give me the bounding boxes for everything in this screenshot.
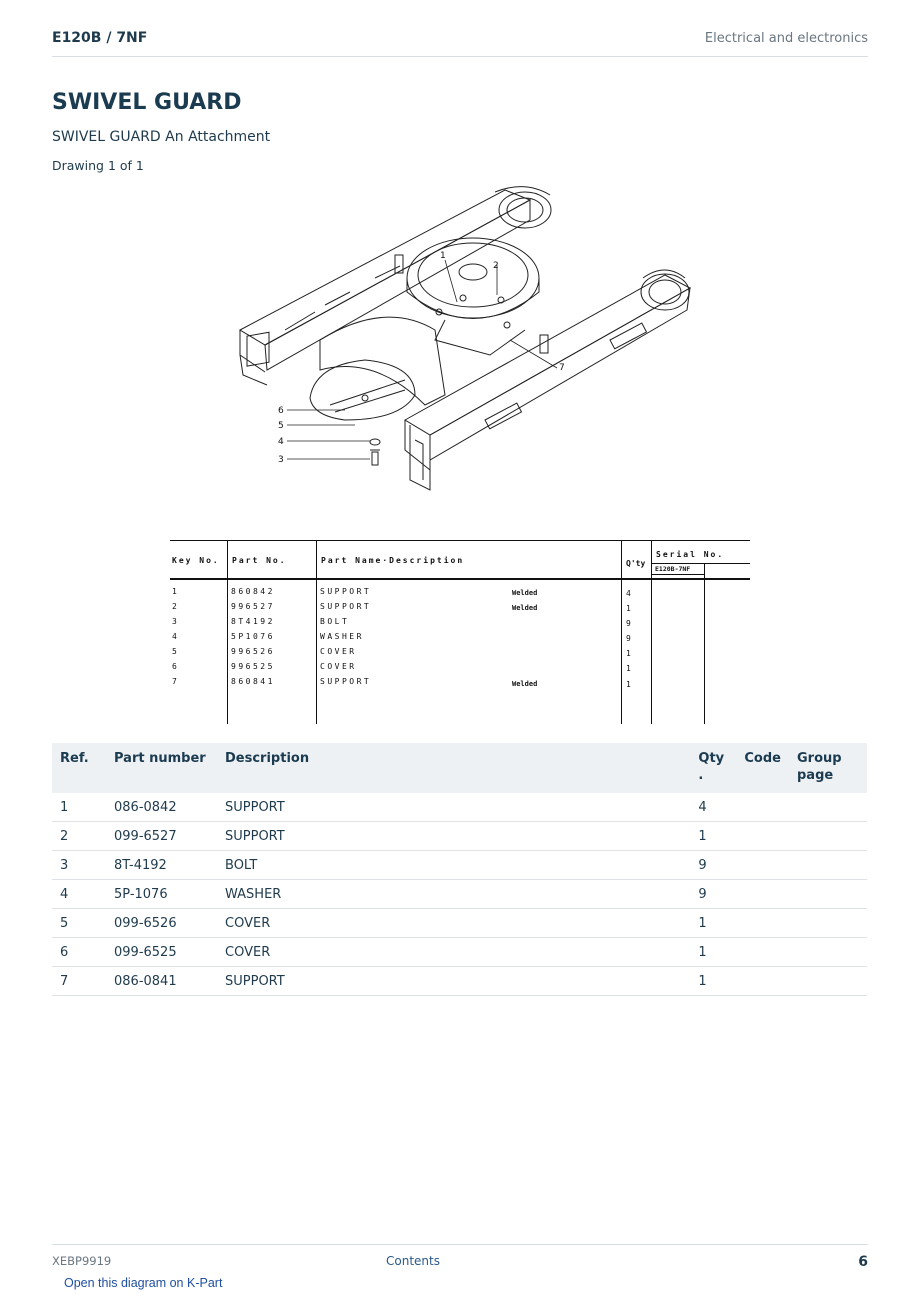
cell-group-page — [789, 793, 867, 822]
table-row — [52, 822, 867, 851]
scan-note: Welded — [512, 604, 538, 612]
scan-part: 860842 — [231, 587, 275, 596]
cell-part-number: 099-6527 — [106, 822, 217, 851]
scan-note: Welded — [512, 589, 538, 597]
cell-qty: 1 — [690, 909, 736, 938]
table-row — [52, 938, 867, 967]
frame-right-member — [405, 270, 690, 490]
cell-qty: 1 — [690, 967, 736, 996]
scan-key: 4 — [172, 632, 180, 641]
cell-part-number: 099-6525 — [106, 938, 217, 967]
cell-code — [736, 938, 789, 967]
table-row — [52, 880, 867, 909]
table-row — [52, 967, 867, 996]
washer-and-bolt — [370, 439, 380, 465]
scan-part: 8T4192 — [231, 617, 275, 626]
callout-5: 5 — [278, 421, 284, 431]
scan-part: 996526 — [231, 647, 275, 656]
cell-ref: 5 — [52, 909, 106, 938]
callout-4: 4 — [278, 437, 284, 447]
scan-qty: 1 — [626, 649, 634, 658]
cell-group-page — [789, 880, 867, 909]
scan-name: WASHER — [320, 632, 364, 641]
scan-header-key: Key No. — [172, 556, 220, 565]
contents-link[interactable]: Contents — [386, 1254, 440, 1268]
page-title: SWIVEL GUARD — [52, 90, 242, 115]
col-qty-label: Qty — [698, 751, 725, 766]
cell-part-number: 086-0841 — [106, 967, 217, 996]
scan-key: 6 — [172, 662, 180, 671]
cell-part-number: 099-6526 — [106, 909, 217, 938]
col-description: Description — [217, 743, 690, 793]
cell-code — [736, 822, 789, 851]
col-group-label: Group — [797, 751, 842, 766]
document-id: XEBP9919 — [52, 1254, 112, 1268]
leader-lines — [287, 260, 557, 459]
cell-group-page — [789, 851, 867, 880]
scan-header-desc: Part Name·Description — [321, 556, 465, 565]
cell-qty: 1 — [690, 822, 736, 851]
table-row — [52, 793, 867, 822]
page-subtitle: SWIVEL GUARD An Attachment — [52, 129, 271, 145]
cell-description: SUPPORT — [217, 967, 690, 996]
callout-3: 3 — [278, 455, 284, 465]
cell-ref: 3 — [52, 851, 106, 880]
cell-code — [736, 793, 789, 822]
scan-qty: 9 — [626, 619, 634, 628]
cell-ref: 6 — [52, 938, 106, 967]
scan-header-part: Part No. — [232, 556, 287, 565]
scan-note: Welded — [512, 680, 538, 688]
scan-name: SUPPORT — [320, 677, 372, 686]
swivel-guard-diagram — [225, 180, 705, 500]
cell-code — [736, 909, 789, 938]
cell-qty: 9 — [690, 851, 736, 880]
cell-group-page — [789, 909, 867, 938]
belly-plate — [320, 317, 445, 405]
scan-key: 5 — [172, 647, 180, 656]
scan-part: 860841 — [231, 677, 275, 686]
col-part-number: Part number — [106, 743, 217, 793]
scan-part: 996525 — [231, 662, 275, 671]
parts-table — [52, 743, 867, 996]
table-row — [52, 909, 867, 938]
scan-name: COVER — [320, 662, 357, 671]
scan-header-qty: Q'ty — [626, 559, 646, 568]
callout-6: 6 — [278, 406, 284, 416]
cell-qty: 4 — [690, 793, 736, 822]
model-label: E120B / 7NF — [52, 30, 148, 46]
col-ref: Ref. — [52, 743, 106, 793]
scan-key: 3 — [172, 617, 180, 626]
frame-left-member — [240, 187, 551, 385]
col-qty — [690, 743, 736, 793]
cell-part-number: 8T-4192 — [106, 851, 217, 880]
cell-group-page — [789, 938, 867, 967]
scan-qty: 1 — [626, 604, 634, 613]
callout-1: 1 — [440, 251, 446, 261]
cell-ref: 1 — [52, 793, 106, 822]
cell-group-page — [789, 967, 867, 996]
scan-header-serial-sub: E120B-7NF — [655, 565, 691, 573]
scan-name: SUPPORT — [320, 602, 372, 611]
cell-group-page — [789, 822, 867, 851]
scan-key: 1 — [172, 587, 180, 596]
scan-part: 5P1076 — [231, 632, 275, 641]
cell-ref: 2 — [52, 822, 106, 851]
scan-qty: 4 — [626, 589, 634, 598]
open-kpart-link[interactable]: Open this diagram on K-Part — [64, 1276, 223, 1290]
drawing-count: Drawing 1 of 1 — [52, 158, 144, 173]
scanned-parts-list — [170, 536, 750, 724]
cell-description: COVER — [217, 938, 690, 967]
scan-key: 7 — [172, 677, 180, 686]
cell-ref: 4 — [52, 880, 106, 909]
cell-description: SUPPORT — [217, 822, 690, 851]
col-page-label: page — [797, 768, 834, 783]
scan-qty: 1 — [626, 680, 634, 689]
col-code: Code — [736, 743, 789, 793]
scan-name: COVER — [320, 647, 357, 656]
scan-header-serial: Serial No. — [656, 550, 725, 559]
page-header — [52, 28, 868, 57]
scan-part: 996527 — [231, 602, 275, 611]
scan-name: BOLT — [320, 617, 350, 626]
cell-code — [736, 967, 789, 996]
parts-table-header — [52, 743, 867, 793]
callout-2: 2 — [493, 261, 499, 271]
cell-code — [736, 851, 789, 880]
page-number: 6 — [858, 1254, 868, 1270]
scan-name: SUPPORT — [320, 587, 372, 596]
page-footer — [52, 1244, 868, 1275]
cell-description: COVER — [217, 909, 690, 938]
section-label: Electrical and electronics — [704, 31, 868, 46]
cell-qty: 1 — [690, 938, 736, 967]
swivel-ring — [395, 238, 548, 355]
scan-qty: 1 — [626, 664, 634, 673]
cell-description: WASHER — [217, 880, 690, 909]
callout-7: 7 — [559, 363, 565, 373]
scan-qty: 9 — [626, 634, 634, 643]
cell-code — [736, 880, 789, 909]
cell-ref: 7 — [52, 967, 106, 996]
col-qty-dot: . — [698, 768, 704, 783]
cell-description: BOLT — [217, 851, 690, 880]
cell-part-number: 086-0842 — [106, 793, 217, 822]
table-row — [52, 851, 867, 880]
col-group-page — [789, 743, 867, 793]
cell-part-number: 5P-1076 — [106, 880, 217, 909]
scan-key: 2 — [172, 602, 180, 611]
cell-qty: 9 — [690, 880, 736, 909]
cell-description: SUPPORT — [217, 793, 690, 822]
